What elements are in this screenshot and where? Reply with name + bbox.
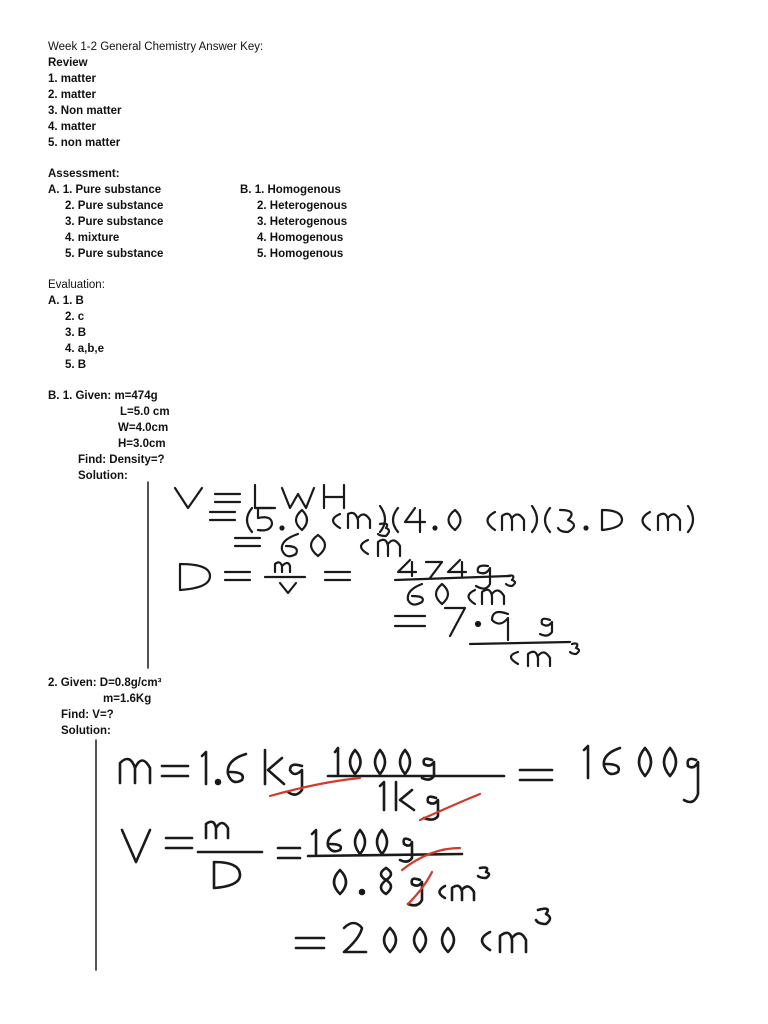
- assessment-a-item: 2. Pure substance: [65, 200, 164, 212]
- evaluation-a-item: 3. B: [65, 327, 87, 339]
- assessment-a-item: 5. Pure substance: [65, 248, 164, 260]
- evaluation-a-item: A. 1. B: [48, 295, 84, 307]
- problem1-height: H=3.0cm: [118, 438, 166, 450]
- assessment-a-item: A. 1. Pure substance: [48, 184, 162, 196]
- evaluation-a-item: 2. c: [65, 311, 85, 323]
- problem2-solution-label: Solution:: [61, 725, 111, 737]
- review-item: 5. non matter: [48, 137, 121, 149]
- review-heading: Review: [48, 57, 88, 69]
- assessment-b-item: 5. Homogenous: [257, 248, 344, 260]
- review-item: 2. matter: [48, 89, 96, 101]
- assessment-b-item: 2. Heterogenous: [257, 200, 348, 212]
- evaluation-a-item: 5. B: [65, 359, 87, 371]
- assessment-a-item: 3. Pure substance: [65, 216, 164, 228]
- assessment-a-item: 4. mixture: [65, 232, 120, 244]
- problem1-find: Find: Density=?: [78, 454, 165, 466]
- problem2-given: 2. Given: D=0.8g/cm³: [48, 677, 162, 689]
- problem2-find: Find: V=?: [61, 709, 114, 721]
- problem1-given: B. 1. Given: m=474g: [48, 390, 158, 402]
- evaluation-heading: Evaluation:: [48, 279, 105, 291]
- document-title: Week 1-2 General Chemistry Answer Key:: [48, 41, 264, 53]
- review-item: 4. matter: [48, 121, 96, 133]
- problem2-mass: m=1.6Kg: [103, 693, 152, 705]
- assessment-b-item: 3. Heterogenous: [257, 216, 348, 228]
- handwritten-solution-2: [90, 738, 710, 973]
- assessment-heading: Assessment:: [48, 168, 120, 180]
- problem1-solution-label: Solution:: [78, 470, 128, 482]
- problem1-length: L=5.0 cm: [120, 406, 170, 418]
- evaluation-a-item: 4. a,b,e: [65, 343, 104, 355]
- review-item: 1. matter: [48, 73, 96, 85]
- assessment-b-item: B. 1. Homogenous: [240, 184, 341, 196]
- problem1-width: W=4.0cm: [118, 422, 169, 434]
- handwritten-solution-1: [140, 480, 710, 670]
- review-item: 3. Non matter: [48, 105, 122, 117]
- assessment-b-item: 4. Homogenous: [257, 232, 344, 244]
